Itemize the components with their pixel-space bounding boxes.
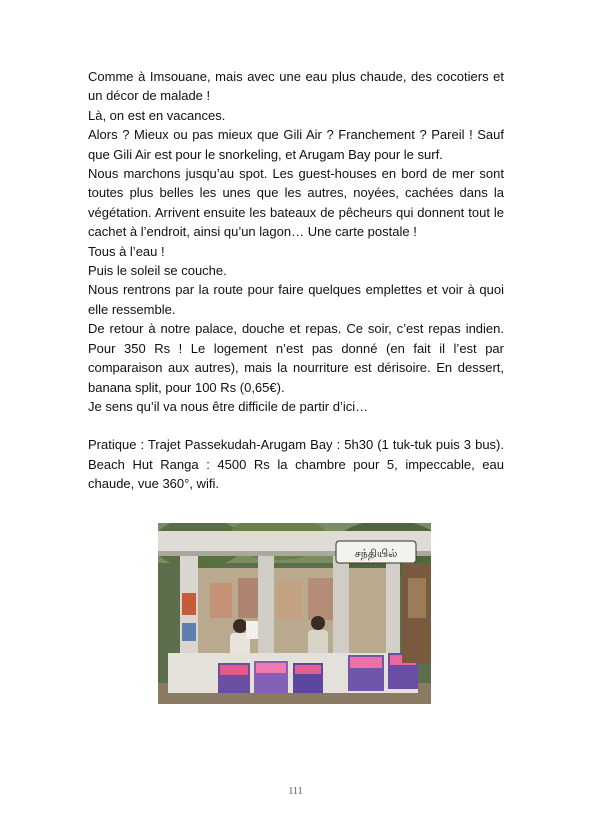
paragraph-imsouane: Comme à Imsouane, mais avec une eau plus chaude, des cocotiers et un décor de malade ! <box>88 69 504 104</box>
practical-note: Pratique : Trajet Passekudah-Arugam Bay : 5h30 (1 tuk-tuk puis 3 bus). Beach Hut Ranga : 4500 Rs la chambre pour 5, impeccable, eau chaude, vue 360°, wifi. <box>88 437 504 492</box>
paragraph-palace: De retour à notre palace, douche et repas. Ce soir, c’est repas indien. Pour 350 Rs ! Le logement n’est pas donné (en fait il l’est par comparaison aux autres), mais la nourriture est dérisoire. En dessert, banana split, pour 100 Rs (0,65€). <box>88 321 504 395</box>
shelter-sign-text: சந்தியில் <box>354 547 398 560</box>
body-text <box>88 67 504 494</box>
paragraph-gili-air: Alors ? Mieux ou pas mieux que Gili Air ? Franchement ? Pareil ! Sauf que Gili Air est pour le snorkeling, et Arugam Bay pour le surf. <box>88 127 504 162</box>
page-number: 111 <box>288 786 303 797</box>
paragraph-partir: Je sens qu’il va nous être difficile de partir d’ici… <box>88 398 369 414</box>
paragraph-spot: Nous marchons jusqu’au spot. Les guest-houses en bord de mer sont toutes plus belles les unes que les autres, noyées, cachées dans la végétation. Arrivent ensuite les bateaux de pêcheurs qui donnent tout le cachet à l’endroit, ainsi qu’un lagon… Une carte postale ! <box>88 166 504 240</box>
paragraph-vacances: Là, on est en vacances. <box>88 107 226 123</box>
paragraph-soleil: Puis le soleil se couche. <box>88 263 227 279</box>
paragraph-route: Nous rentrons par la route pour faire quelques emplettes et voir à quoi elle ressemble. <box>88 282 504 317</box>
paragraph-eau: Tous à l’eau ! <box>88 243 165 259</box>
bus-shelter-photo <box>158 523 431 704</box>
